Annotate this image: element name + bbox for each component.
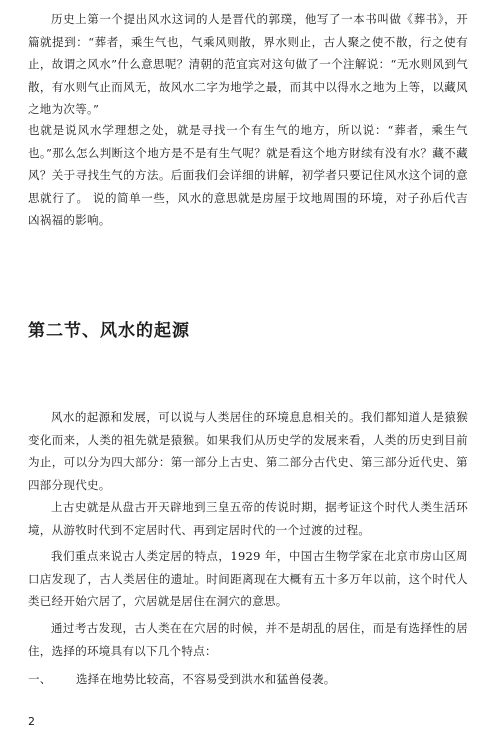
paragraph-fengshui-origin-term: 历史上第一个提出风水这词的人是晋代的郭璞，他写了一本书叫做《葬书》，开篇就提到：“葬者，乘生气也，气乘风则散，界水则止，古人聚之使不散，行之使有止，故谓之风水”什么意思呢？清朝的范宜宾对这句做了一个注解说：“无水则风到气散，有水则气止而风无，故风水二字为地学之最，而其中以得水之地为上等，以藏风之地为次等。” — [28, 12, 468, 116]
section-heading: 第二节、风水的起源 — [28, 321, 190, 341]
paragraph-fengshui-development: 风水的起源和发展，可以说与人类居住的环境息息相关的。我们都知道人是猿猴变化而来，人类的祖先就是猿猴。如果我们从历史学的发展来看，人类的历史到目前为止，可以分为四大部分：第一部分上古史、第二部分古代史、第三部分近代史、第四部分现代史。 — [28, 410, 468, 492]
list-item-first — [28, 668, 468, 691]
paragraph-zhoukoudian: 我们重点来说古人类定居的特点，1929 年，中国古生物学家在北京市房山区周口店发现了，古人类居住的遗址。时间距离现在大概有五十多万年以前，这个时代人类已经开始穴居了，穴居就是居住在洞穴的意思。 — [28, 549, 468, 608]
paragraph-fengshui-meaning: 也就是说风水学理想之处，就是寻找一个有生气的地方，所以说：“葬者，乘生气也。”那么怎么判断这个地方是不是有生气呢？就是看这个地方財续有没有水？藏不藏风？关于寻找生气的方法。后面我们会详细的讲解，初学者只要记住风水这个词的意思就行了。 说的简单一些，风水的意思就是房屋于坟地周围的环境，对子孙后代吉凶祸福的影响。 — [28, 123, 468, 227]
list-item-number: 一、 — [28, 672, 52, 686]
paragraph-cave-dwelling: 通过考古发现，古人类在在穴居的时候，并不是胡乱的居住，而是有选择性的居住，选择的环境具有以下几个特点： — [28, 621, 468, 658]
list-item-text: 选择在地势比较高，不容易受到洪水和猛兽侵袭。 — [76, 672, 336, 686]
paragraph-ancient-history: 上古史就是从盘古开天辟地到三皇五帝的传说时期，据考证这个时代人类生活环境，从游牧时代到不定居时代、再到定居时代的一个过渡的过程。 — [28, 500, 468, 537]
page-number: 2 — [28, 715, 35, 728]
